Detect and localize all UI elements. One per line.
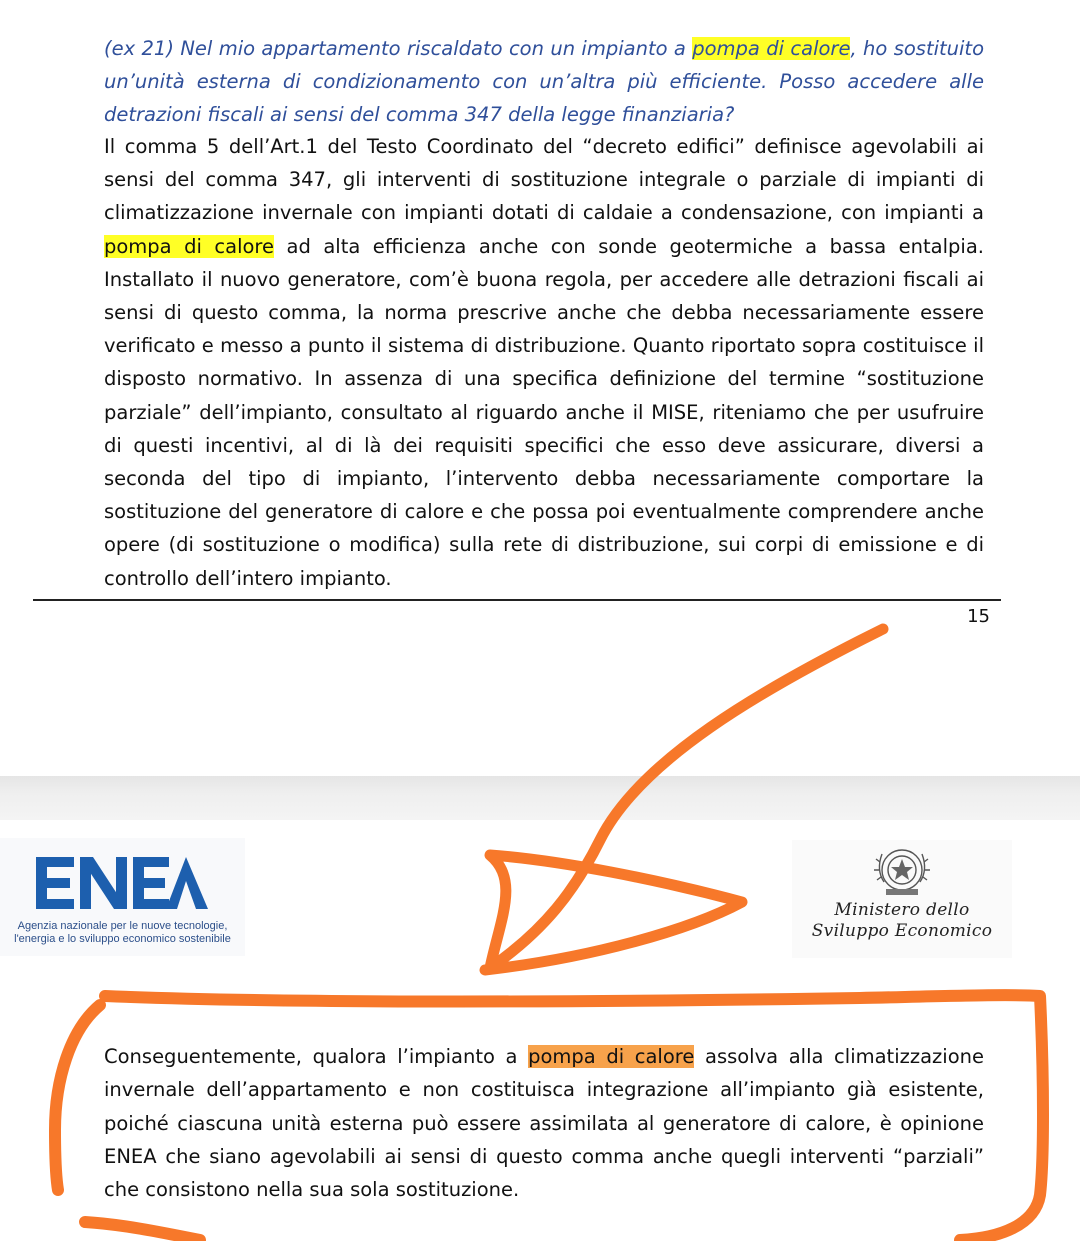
conclusion-text-start: Conseguentemente, qualora l’impianto a (104, 1045, 529, 1068)
page-gap (0, 776, 1080, 820)
enea-logo-icon (36, 855, 211, 913)
answer-text-end: ad alta efficienza anche con sonde geotermiche a bassa entalpia. Installato il nuovo generatore, com’è buona regola, per accedere alle detrazioni fiscali ai sensi di questo comma, la norma prescrive anche che debba necessariamente essere verificato e messo a punto il sistema di distribuzione. Quanto riportato sopra costituisce il disposto normativo. In assenza di una specifica definizione del termine “sostituzione parziale” dell’impianto, consultato al riguardo anche il MISE, riteniamo che per usufruire di questi incentivi, al di là dei requisiti specifici che esso deve assicurare, diversi a seconda del tipo di impianto, l’intervento debba necessariamente comportare la sostituzione del generatore di calore e che possa poi eventualmente comprendere anche opere (di sostituzione o modifica) sulla rete di distribuzione, sui corpi di emissione e di controllo dell’intero impianto. (104, 234, 984, 590)
question-number (34, 32, 104, 65)
mise-line1: Ministero dello (834, 900, 970, 920)
faq-question (34, 32, 984, 131)
footer-divider (33, 599, 1001, 601)
italian-emblem-icon (870, 842, 934, 900)
mise-line2: Sviluppo Economico (811, 921, 993, 941)
highlight-pompa-di-calore: pompa di calore (528, 1045, 695, 1068)
question-text-start: (ex 21) Nel mio appartamento riscaldato con un impianto a (104, 37, 693, 60)
enea-caption-line2: l'energia e lo sviluppo economico sostenibile (14, 933, 231, 945)
enea-caption-line1: Agenzia nazionale per le nuove tecnologie, (17, 920, 228, 932)
conclusion-text-end: assolva alla climatizzazione invernale dell’appartamento e non costituisca integrazione all’impianto già esistente, poiché ciascuna unità esterna può essere assimilata al generatore di calore, è opinione ENEA che siano agevolabili ai sensi di questo comma anche quegli interventi “parziali” che consistono nella sua sola sostituzione. (104, 1045, 984, 1202)
mise-logo-text (796, 900, 1008, 942)
highlight-pompa-di-calore: pompa di calore (692, 37, 851, 60)
highlight-pompa-di-calore: pompa di calore (104, 234, 275, 258)
enea-caption (0, 920, 245, 946)
page-number: 15 (967, 606, 990, 627)
enea-conclusion (104, 1040, 984, 1206)
answer-text-start: Il comma 5 dell’Art.1 del Testo Coordinato del “decreto edifici” definisce agevolabili ai sensi del comma 347, gli interventi di sostituzione integrale o parziale di impianti di climatizzazione invernale con impianti dotati di caldaie a condensazione, con impianti a (104, 135, 984, 225)
faq-answer (104, 130, 984, 595)
question-text-end: , ho sostituito un’unità esterna di condizionamento con un’altra più efficiente. Posso accedere alle detrazioni fiscali ai sensi del comma 347 della legge finanziaria? (104, 37, 985, 126)
